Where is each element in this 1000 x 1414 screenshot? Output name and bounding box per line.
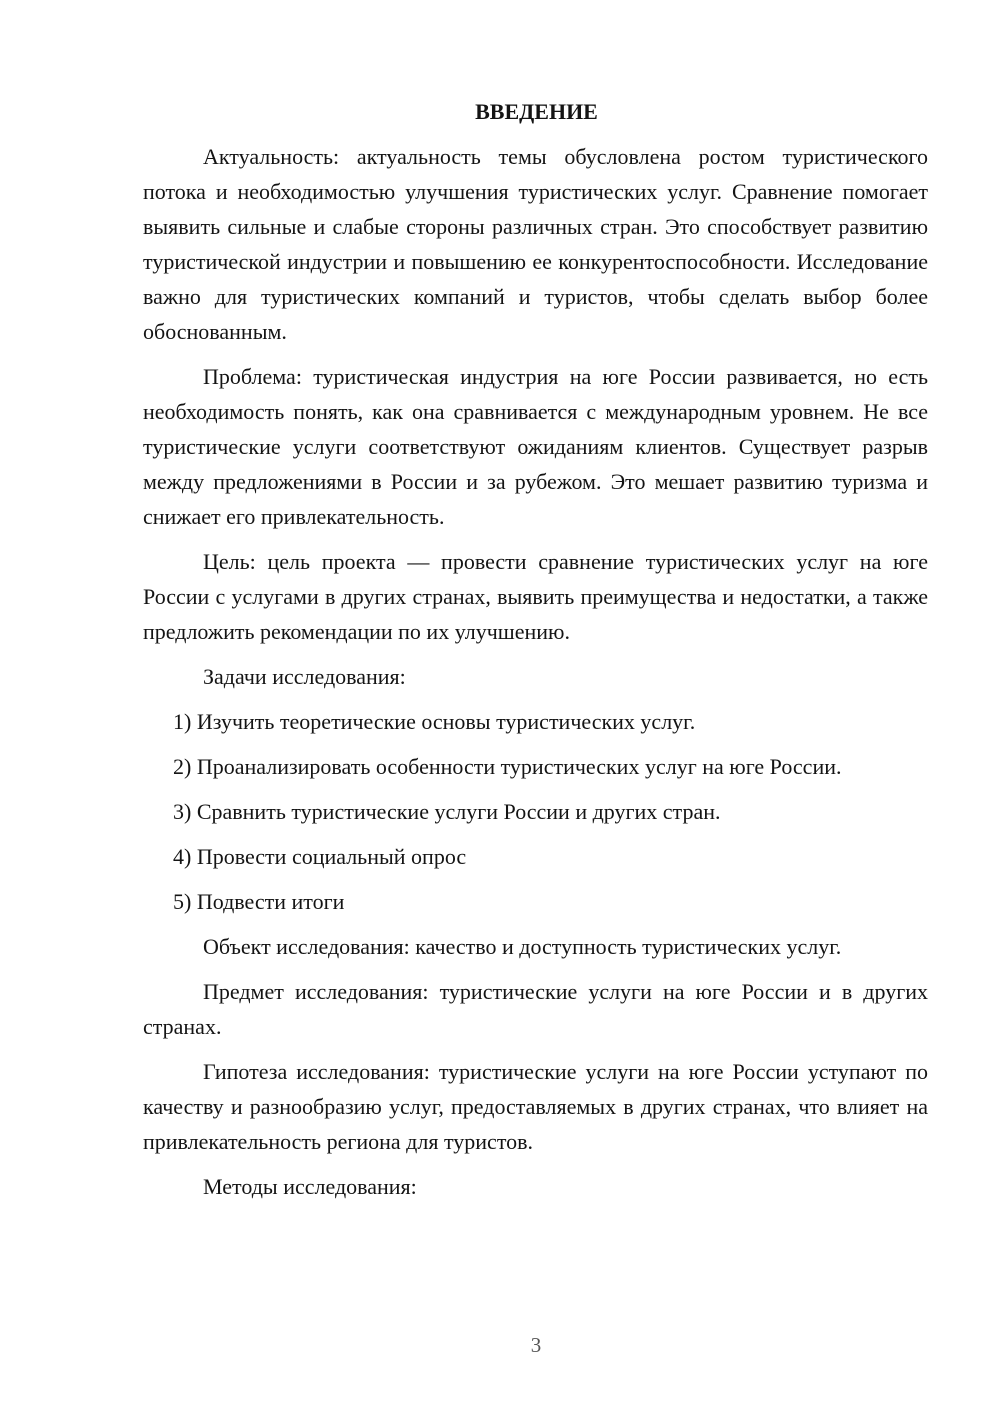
hypothesis-paragraph: Гипотеза исследования: туристические услуги на юге России уступают по качеству и разнообразию услуг, предоставляемых в других странах, что влияет на привлекательность региона для туристов. xyxy=(143,1059,928,1154)
subject-paragraph: Предмет исследования: туристические услуги на юге России и в других странах. xyxy=(143,979,928,1039)
task-item: 4) Провести социальный опрос xyxy=(173,844,467,869)
relevance-paragraph: Актуальность: актуальность темы обусловлена ростом туристического потока и необходимостью улучшения туристических услуг. Сравнение помогает выявить сильные и слабые стороны различных стран. Это способствует развитию туристической индустрии и повышению ее конкурентоспособности. Исследование важно для туристических компаний и туристов, чтобы сделать выбор более обоснованным. xyxy=(143,144,928,344)
task-item: 2) Проанализировать особенности туристических услуг на юге России. xyxy=(173,754,842,779)
object-paragraph: Объект исследования: качество и доступность туристических услуг. xyxy=(203,934,842,959)
page-content xyxy=(143,94,928,1214)
task-item: 3) Сравнить туристические услуги России и других стран. xyxy=(173,799,721,824)
page-number: 3 xyxy=(530,1333,542,1357)
methods-heading: Методы исследования: xyxy=(203,1174,417,1199)
problem-paragraph: Проблема: туристическая индустрия на юге России развивается, но есть необходимость понять, как она сравнивается с международным уровнем. Не все туристические услуги соответствуют ожиданиям клиентов. Существует разрыв между предложениями в России и за рубежом. Это мешает развитию туризма и снижает его привлекательность. xyxy=(143,364,928,529)
section-heading: ВВЕДЕНИЕ xyxy=(475,99,598,124)
tasks-heading: Задачи исследования: xyxy=(203,664,406,689)
task-item: 5) Подвести итоги xyxy=(173,889,345,914)
task-item: 1) Изучить теоретические основы туристических услуг. xyxy=(173,709,696,734)
goal-paragraph: Цель: цель проекта — провести сравнение туристических услуг на юге России с услугами в других странах, выявить преимущества и недостатки, а также предложить рекомендации по их улучшению. xyxy=(143,549,928,644)
